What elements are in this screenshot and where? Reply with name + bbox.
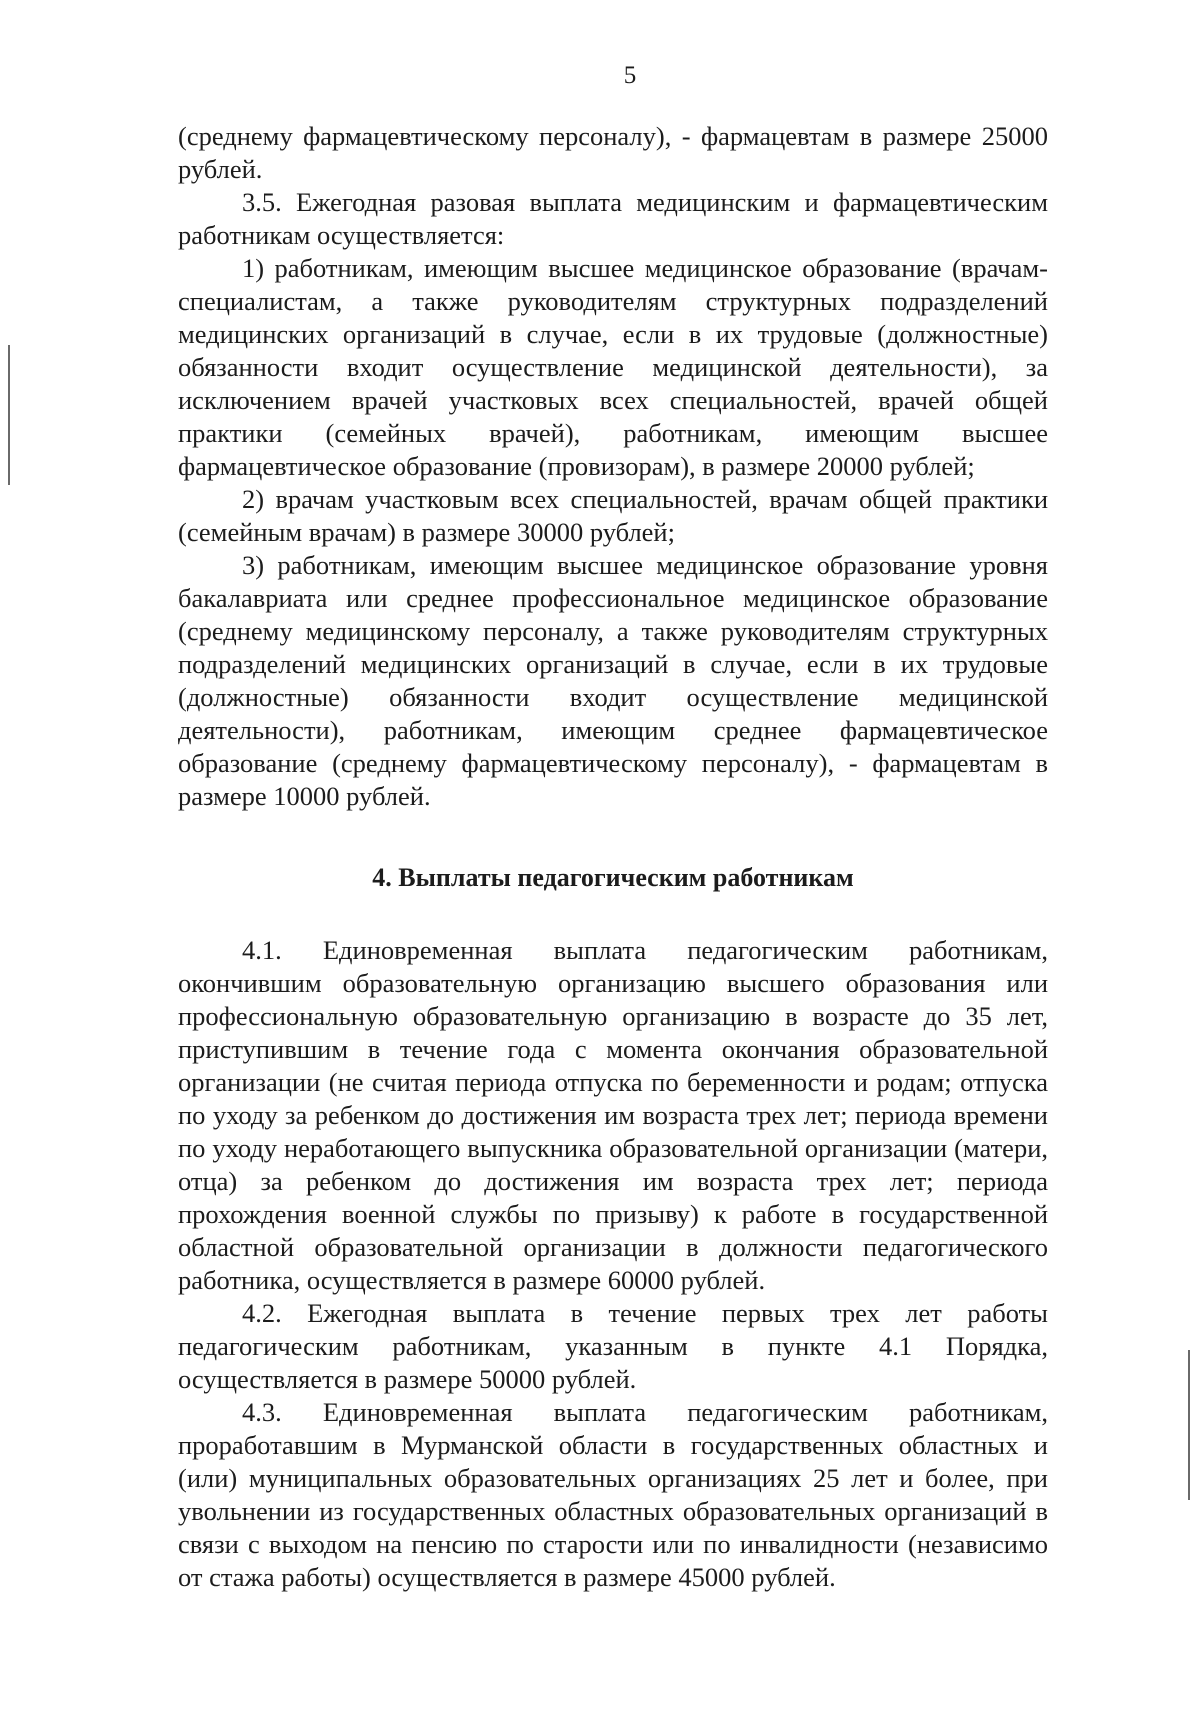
section-4-paragraphs — [178, 934, 1048, 1594]
paragraph: 4.3. Единовременная выплата педагогическим работникам, проработавшим в Мурманской области в государственных областных и (или) муниципальных образовательных организациях 25 лет и более, при увольнении из государственных областных образовательных организаций в связи с выходом на пенсию по старости или по инвалидности (независимо от стажа работы) осуществляется в размере 45000 рублей. — [178, 1397, 1048, 1592]
paragraph: 3) работникам, имеющим высшее медицинское образование уровня бакалавриата или среднее профессиональное медицинское образование (среднему медицинскому персоналу, а также руководителям структурных подразделений медицинских организаций в случае, если в их трудовые (должностные) обязанности входит осуществление медицинской деятельности), работникам, имеющим среднее фармацевтическое образование (среднему фармацевтическому персоналу), - фармацевтам в размере 10000 рублей. — [178, 550, 1048, 811]
paragraph: 4.2. Ежегодная выплата в течение первых трех лет работы педагогическим работникам, указанным в пункте 4.1 Порядка, осуществляется в размере 50000 рублей. — [178, 1298, 1048, 1394]
paragraph: 2) врачам участковым всех специальностей, врачам общей практики (семейным врачам) в размере 30000 рублей; — [178, 484, 1048, 547]
paragraph: 4.1. Единовременная выплата педагогическим работникам, окончившим образовательную организацию высшего образования или профессиональную образовательную организацию в возрасте до 35 лет, приступившим в течение года с момента окончания образовательной организации (не считая периода отпуска по беременности и родам; отпуска по уходу за ребенком до достижения им возраста трех лет; периода времени по уходу неработающего выпускника образовательной организации (матери, отца) за ребенком до достижения им возраста трех лет; периода прохождения военной службы по призыву) к работе в государственной областной образовательной организации в должности педагогического работника, осуществляется в размере 60000 рублей. — [178, 935, 1048, 1295]
document-body — [178, 120, 1048, 1594]
paragraph: 1) работникам, имеющим высшее медицинское образование (врачам-специалистам, а также руководителям структурных подразделений медицинских организаций в случае, если в их трудовые (должностные) обязанности входит осуществление медицинской деятельности), за исключением врачей участковых всех специальностей, врачей общей практики (семейных врачей), работникам, имеющим высшее фармацевтическое образование (провизорам), в размере 20000 рублей; — [178, 253, 1048, 481]
section-title: 4. Выплаты педагогическим работникам — [372, 863, 854, 892]
section-3-paragraphs — [178, 120, 1048, 813]
paragraph: (среднему фармацевтическому персоналу), - фармацевтам в размере 25000 рублей. — [178, 121, 1048, 184]
paragraph: 3.5. Ежегодная разовая выплата медицинским и фармацевтическим работникам осуществляется: — [178, 187, 1048, 250]
page-number: 5 — [623, 62, 637, 89]
scan-edge-mark-left — [8, 345, 10, 485]
scan-edge-mark-right — [1188, 1350, 1190, 1500]
